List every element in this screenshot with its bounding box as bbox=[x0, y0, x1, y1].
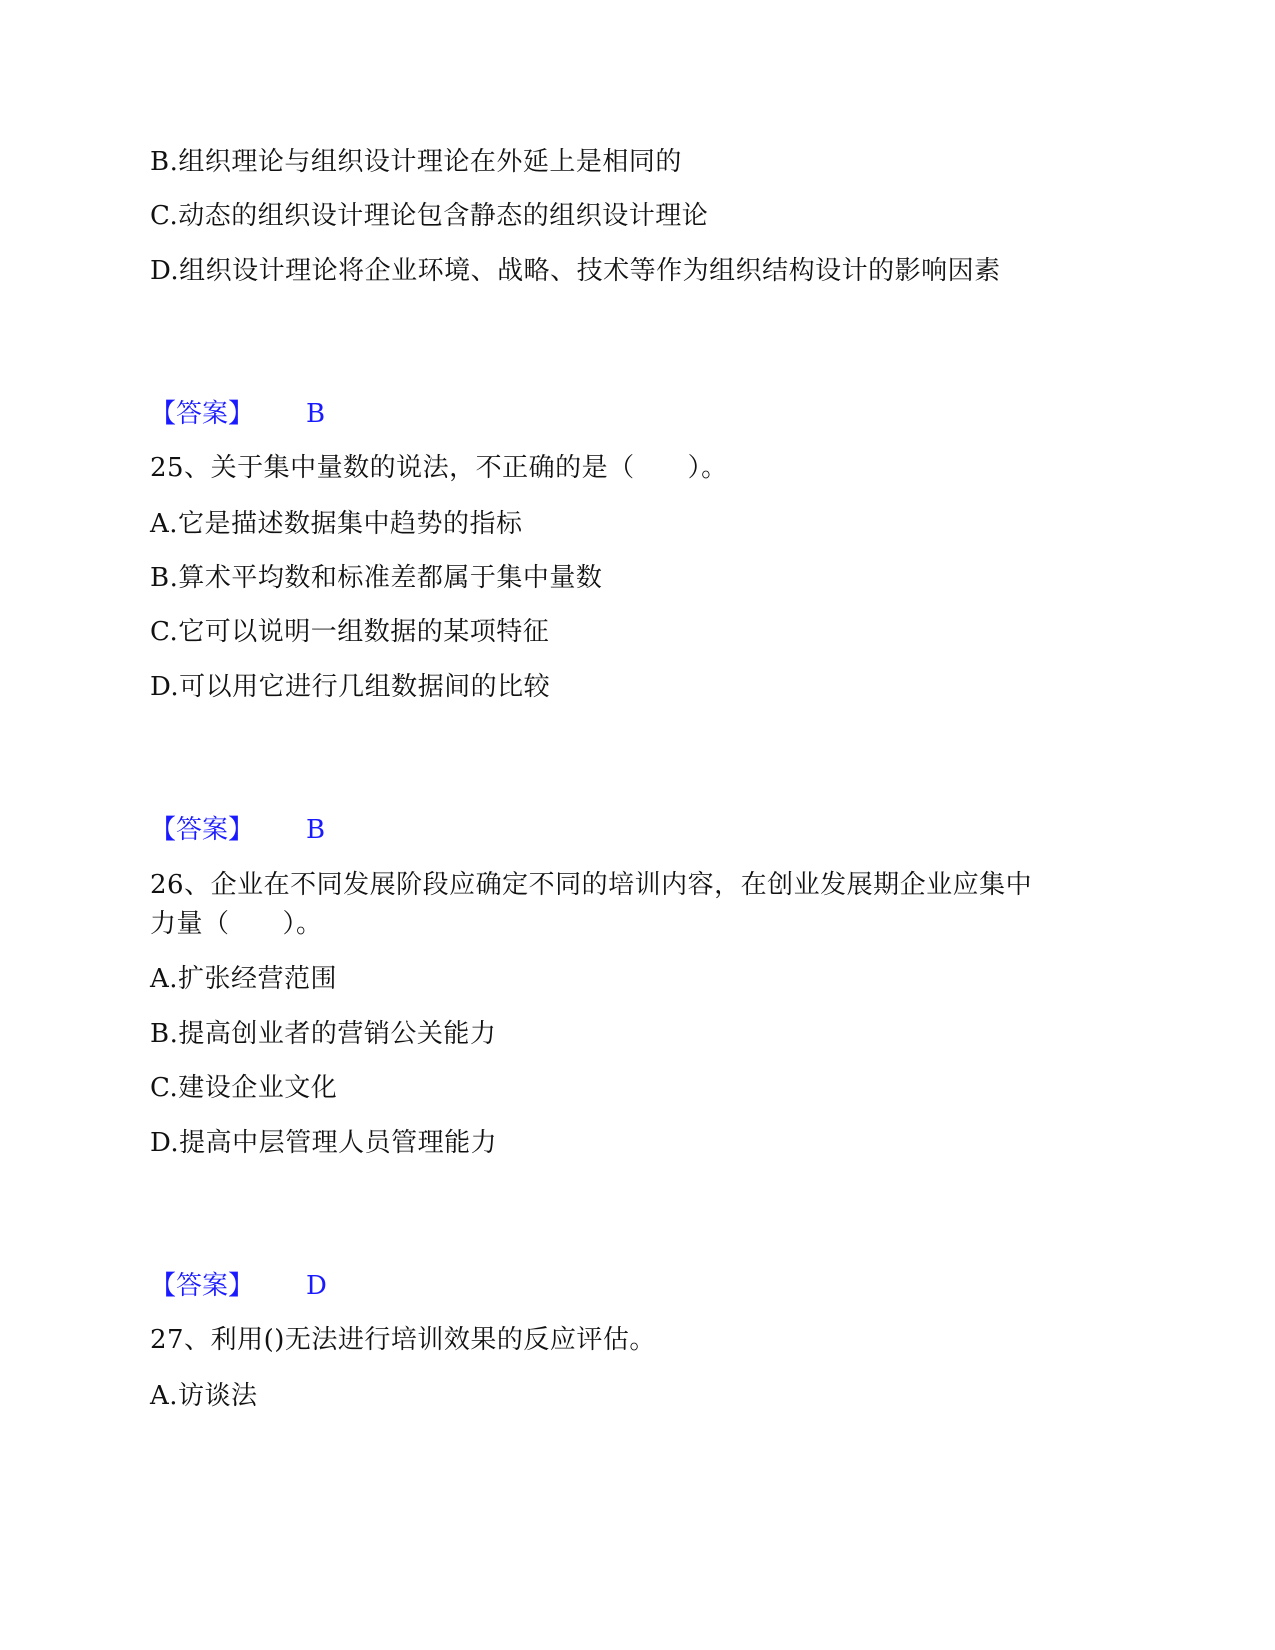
q24-option-b: B.组织理论与组织设计理论在外延上是相同的 bbox=[150, 147, 682, 177]
answer-label: 【答案】 bbox=[150, 399, 255, 429]
q24-option-d: D.组织设计理论将企业环境、战略、技术等作为组织结构设计的影响因素 bbox=[150, 256, 1001, 286]
q25-answer bbox=[150, 814, 325, 846]
q26-question-line2: 力量（ ）。 bbox=[150, 909, 323, 939]
q26-option-d: D.提高中层管理人员管理能力 bbox=[150, 1128, 498, 1158]
q26-question-line1: 26、企业在不同发展阶段应确定不同的培训内容，在创业发展期企业应集中 bbox=[150, 870, 1033, 900]
q26-option-a: A.扩张经营范围 bbox=[150, 964, 338, 994]
q27-question: 27、利用()无法进行培训效果的反应评估。 bbox=[150, 1325, 656, 1355]
q25-question: 25、关于集中量数的说法，不正确的是（ ）。 bbox=[150, 453, 728, 483]
q25-option-b: B.算术平均数和标准差都属于集中量数 bbox=[150, 563, 603, 593]
answer-value: D bbox=[306, 1271, 327, 1301]
answer-value: B bbox=[306, 815, 326, 845]
answer-label: 【答案】 bbox=[150, 1271, 255, 1301]
q24-answer bbox=[150, 398, 325, 430]
q25-option-c: C.它可以说明一组数据的某项特征 bbox=[150, 617, 550, 647]
q25-option-d: D.可以用它进行几组数据间的比较 bbox=[150, 672, 551, 702]
q24-option-c: C.动态的组织设计理论包含静态的组织设计理论 bbox=[150, 201, 709, 231]
q27-option-a: A.访谈法 bbox=[150, 1381, 258, 1411]
q26-option-c: C.建设企业文化 bbox=[150, 1073, 338, 1103]
answer-label: 【答案】 bbox=[150, 815, 255, 845]
q26-option-b: B.提高创业者的营销公关能力 bbox=[150, 1019, 497, 1049]
answer-value: B bbox=[306, 399, 326, 429]
q25-option-a: A.它是描述数据集中趋势的指标 bbox=[150, 509, 523, 539]
q26-answer bbox=[150, 1270, 327, 1302]
